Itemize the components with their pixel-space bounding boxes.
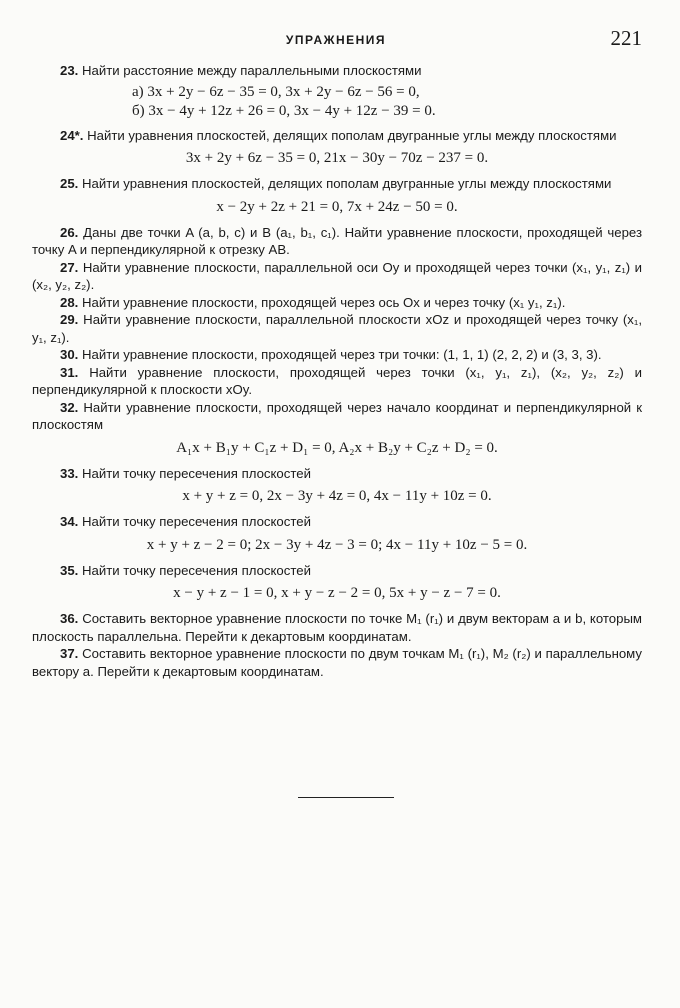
problem-number: 29. bbox=[60, 312, 79, 327]
problem-text: Найти уравнение плоскости, параллельной плоскости xOz и проходящей через точку (x₁, y₁, z₁). bbox=[32, 312, 642, 345]
problem-number: 25. bbox=[60, 176, 79, 191]
page-header bbox=[30, 26, 642, 52]
formula-25: x − 2y + 2z + 21 = 0, 7x + 24z − 50 = 0. bbox=[216, 198, 458, 215]
problem-text: Составить векторное уравнение плоскости по двум точкам M₁ (r₁), M₂ (r₂) и параллельному вектору a. Перейти к декартовым координатам. bbox=[32, 646, 642, 679]
problem-text: Найти уравнение плоскости, проходящей через ось Ox и через точку (x₁ y₁, z₁). bbox=[82, 294, 566, 310]
running-title: УПРАЖНЕНИЯ bbox=[285, 33, 387, 47]
problem-number: 34. bbox=[60, 514, 79, 529]
problem-text: Найти уравнение плоскости, проходящей через три точки: (1, 1, 1) (2, 2, 2) и (3, 3, 3). bbox=[82, 347, 602, 362]
problem-27 bbox=[32, 259, 642, 294]
exercises-body bbox=[32, 62, 642, 680]
problem-number: 31. bbox=[60, 364, 79, 380]
problem-text: Найти точку пересечения плоскостей bbox=[82, 562, 311, 578]
problem-32 bbox=[32, 399, 642, 434]
problem-text: Даны две точки A (a, b, c) и B (a₁, b₁, c₁). Найти уравнение плоскости, проходящей через точку A и перпендикулярной к отрезку AB. bbox=[32, 224, 642, 257]
problem-37 bbox=[32, 645, 642, 680]
formula-32: A₁x + B₁y + C₁z + D₁ = 0, A₂x + B₂y + C₂z + D₂ = 0. bbox=[176, 439, 498, 456]
problem-number: 26. bbox=[60, 224, 79, 240]
formula-34: x + y + z − 2 = 0; 2x − 3y + 4z − 3 = 0; 4x − 11y + 10z − 5 = 0. bbox=[146, 536, 528, 553]
problem-text: Составить векторное уравнение плоскости по точке M₁ (r₁) и двум векторам a и b, которым плоскость параллельна. Перейти к декартовым координатам. bbox=[32, 611, 643, 644]
formula-23a: а) 3x + 2y − 6z − 35 = 0, 3x + 2y − 6z − 56 = 0, bbox=[132, 83, 420, 100]
problem-35 bbox=[32, 562, 642, 580]
problem-number: 27. bbox=[60, 259, 79, 275]
problem-26 bbox=[32, 224, 642, 259]
page-number: 221 bbox=[610, 26, 642, 50]
problem-text: Найти точку пересечения плоскостей bbox=[82, 465, 311, 481]
problem-number: 33. bbox=[60, 465, 79, 481]
problem-31 bbox=[32, 364, 642, 399]
problem-36 bbox=[32, 610, 642, 645]
problem-number: 36. bbox=[60, 611, 79, 626]
problem-number: 30. bbox=[60, 347, 79, 362]
formula-33: x + y + z = 0, 2x − 3y + 4z = 0, 4x − 11y + 10z = 0. bbox=[182, 488, 492, 504]
problem-34 bbox=[32, 513, 642, 531]
problem-33 bbox=[32, 465, 642, 483]
problem-30 bbox=[32, 346, 642, 364]
problem-text: Найти уравнение плоскости, проходящей через точки (x₁, y₁, z₁), (x₂, y₂, z₂) и перпендикулярной к плоскости xOy. bbox=[32, 364, 642, 397]
problem-number: 35. bbox=[60, 562, 79, 578]
formula-24: 3x + 2y + 6z − 35 = 0, 21x − 30y − 70z − 237 = 0. bbox=[185, 150, 489, 166]
problem-number: 23. bbox=[60, 63, 79, 78]
problem-number: 24*. bbox=[60, 127, 84, 143]
problem-25 bbox=[32, 175, 642, 193]
formula-35: x − y + z − 1 = 0, x + y − z − 2 = 0, 5x + y − z − 7 = 0. bbox=[173, 585, 501, 601]
problem-24 bbox=[32, 127, 642, 145]
problem-text: Найти уравнение плоскости, параллельной оси Oy и проходящей через точки (x₁, y₁, z₁) и (x₂, y₂, z₂). bbox=[32, 259, 642, 292]
problem-text: Найти точку пересечения плоскостей bbox=[82, 514, 311, 529]
problem-number: 32. bbox=[60, 399, 79, 415]
problem-28 bbox=[32, 294, 642, 312]
end-rule bbox=[298, 797, 394, 798]
problem-number: 28. bbox=[60, 294, 79, 310]
problem-29 bbox=[32, 311, 642, 346]
problem-23 bbox=[32, 62, 642, 80]
problem-text: Найти расстояние между параллельными плоскостями bbox=[82, 63, 422, 78]
problem-text: Найти уравнения плоскостей, делящих пополам двугранные углы между плоскостями bbox=[82, 176, 612, 191]
problem-number: 37. bbox=[60, 646, 79, 661]
formula-23b: б) 3x − 4y + 12z + 26 = 0, 3x − 4y + 12z − 39 = 0. bbox=[132, 102, 436, 119]
problem-text: Найти уравнение плоскости, проходящей через начало координат и перпендикулярной к плоскостям bbox=[32, 399, 642, 432]
problem-text: Найти уравнения плоскостей, делящих пополам двугранные углы между плоскостями bbox=[87, 127, 617, 143]
